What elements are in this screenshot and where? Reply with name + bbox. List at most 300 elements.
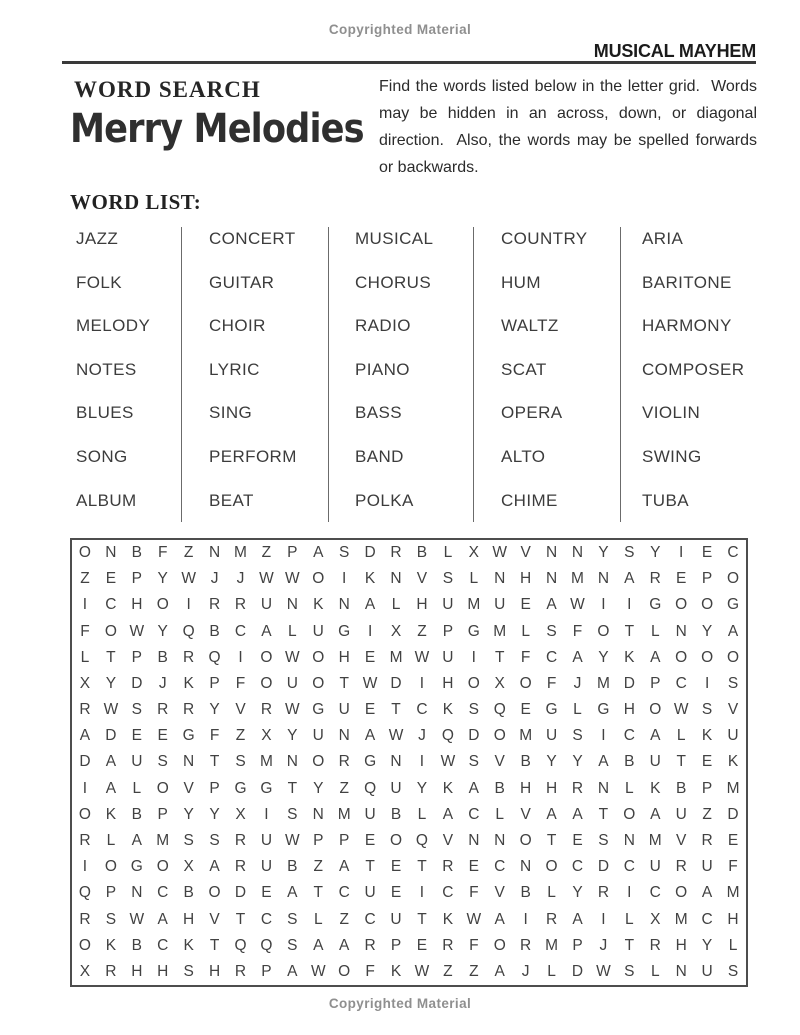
grid-letter-r13c26: F bbox=[728, 858, 738, 876]
grid-letter-r12c3: A bbox=[131, 832, 142, 850]
grid-letter-r8c24: L bbox=[676, 727, 686, 745]
grid-letter-r10c25: P bbox=[701, 779, 713, 797]
word-item: BARITONE bbox=[642, 272, 732, 292]
grid-letter-r3c18: E bbox=[520, 596, 531, 614]
grid-letter-r10c9: T bbox=[287, 779, 298, 797]
grid-letter-r1c16: X bbox=[468, 544, 479, 562]
grid-letter-r1c20: N bbox=[571, 544, 584, 562]
grid-letter-r5c13: M bbox=[389, 648, 403, 666]
grid-letter-r7c25: S bbox=[701, 701, 713, 719]
grid-letter-r16c19: M bbox=[545, 936, 559, 954]
grid-letter-r8c13: W bbox=[388, 727, 404, 745]
grid-letter-r16c2: K bbox=[105, 936, 117, 954]
grid-letter-r12c16: N bbox=[468, 832, 480, 850]
grid-letter-r6c7: F bbox=[235, 674, 246, 692]
grid-letter-r4c14: Z bbox=[417, 622, 427, 640]
grid-letter-r13c15: R bbox=[442, 858, 454, 876]
grid-letter-r11c18: V bbox=[520, 805, 531, 823]
grid-letter-r5c1: L bbox=[80, 648, 90, 666]
grid-letter-r17c4: H bbox=[157, 962, 169, 980]
grid-letter-r3c13: L bbox=[391, 596, 401, 614]
grid-letter-r10c5: V bbox=[183, 779, 194, 797]
grid-letter-r2c8: W bbox=[259, 570, 274, 588]
grid-letter-r6c9: U bbox=[286, 674, 298, 692]
grid-letter-r4c6: B bbox=[209, 622, 220, 640]
grid-letter-r1c24: I bbox=[679, 544, 684, 562]
word-item: GUITAR bbox=[209, 272, 275, 292]
grid-letter-r12c21: S bbox=[598, 832, 609, 850]
grid-letter-r6c17: X bbox=[494, 674, 505, 692]
grid-letter-r3c22: I bbox=[627, 596, 632, 614]
word-list-column-4 bbox=[474, 227, 621, 522]
grid-letter-r12c26: E bbox=[727, 832, 739, 850]
grid-letter-r3c8: U bbox=[260, 596, 273, 614]
grid-letter-r7c10: G bbox=[312, 701, 325, 719]
grid-letter-r15c16: W bbox=[466, 910, 482, 928]
grid-letter-r6c14: I bbox=[419, 674, 425, 692]
puzzle-title: Merry Melodies bbox=[70, 106, 364, 152]
grid-letter-r13c17: C bbox=[494, 858, 506, 876]
grid-letter-r17c15: Z bbox=[443, 962, 453, 980]
grid-letter-r5c7: I bbox=[238, 648, 243, 666]
grid-letter-r6c20: J bbox=[573, 674, 582, 692]
grid-letter-r17c8: P bbox=[261, 962, 272, 980]
grid-letter-r3c24: O bbox=[675, 596, 688, 614]
grid-letter-r11c11: M bbox=[337, 805, 351, 823]
grid-letter-r6c21: M bbox=[596, 674, 610, 692]
grid-letter-r14c8: E bbox=[261, 884, 272, 902]
grid-letter-r17c19: L bbox=[547, 962, 556, 980]
word-item: COMPOSER bbox=[642, 359, 745, 379]
grid-letter-r2c21: N bbox=[597, 570, 610, 588]
grid-letter-r16c16: F bbox=[469, 936, 479, 954]
grid-letter-r13c23: U bbox=[649, 858, 661, 876]
grid-letter-r5c8: O bbox=[260, 648, 273, 666]
grid-letter-r8c12: A bbox=[364, 727, 376, 745]
grid-letter-r1c12: D bbox=[364, 544, 376, 562]
grid-letter-r12c12: E bbox=[364, 832, 376, 850]
word-item: LYRIC bbox=[209, 359, 260, 379]
grid-letter-r5c19: C bbox=[545, 648, 558, 666]
grid-letter-r1c25: E bbox=[701, 544, 713, 562]
grid-letter-r7c14: C bbox=[416, 701, 428, 719]
grid-letter-r10c18: H bbox=[520, 779, 532, 797]
word-item: CHIME bbox=[501, 490, 558, 510]
grid-letter-r1c3: B bbox=[131, 544, 142, 562]
grid-letter-r5c14: W bbox=[414, 648, 430, 666]
grid-letter-r3c23: G bbox=[649, 596, 662, 614]
grid-letter-r10c24: B bbox=[676, 779, 687, 797]
copyright-notice-bottom: Copyrighted Material bbox=[328, 996, 472, 1011]
grid-letter-r14c15: C bbox=[442, 884, 454, 902]
grid-letter-r5c18: F bbox=[520, 648, 531, 666]
grid-letter-r12c2: L bbox=[106, 832, 116, 850]
grid-letter-r16c4: C bbox=[157, 936, 169, 954]
word-item: OPERA bbox=[501, 403, 563, 423]
grid-letter-r8c1: A bbox=[79, 727, 91, 745]
grid-letter-r9c12: G bbox=[364, 753, 377, 771]
grid-letter-r9c23: U bbox=[649, 753, 661, 771]
grid-letter-r5c6: Q bbox=[208, 648, 221, 666]
grid-letter-r14c4: C bbox=[157, 884, 169, 902]
puzzle-type-heading: WORD SEARCH bbox=[74, 77, 261, 102]
grid-letter-r7c20: L bbox=[573, 701, 582, 719]
grid-letter-r1c18: V bbox=[520, 544, 531, 562]
grid-letter-r1c9: P bbox=[287, 544, 298, 562]
grid-letter-r14c14: I bbox=[419, 884, 425, 902]
grid-letter-r3c7: R bbox=[234, 596, 247, 614]
grid-letter-r4c5: Q bbox=[182, 622, 195, 640]
grid-letter-r11c3: B bbox=[131, 805, 142, 823]
grid-letter-r14c12: U bbox=[364, 884, 376, 902]
grid-letter-r9c10: O bbox=[312, 753, 325, 771]
grid-letter-r8c11: N bbox=[338, 727, 350, 745]
grid-letter-r6c3: D bbox=[131, 674, 143, 692]
word-list-column-2 bbox=[182, 227, 329, 522]
word-item: PERFORM bbox=[209, 446, 297, 466]
grid-letter-r7c3: S bbox=[131, 701, 142, 719]
grid-letter-r7c23: O bbox=[649, 701, 662, 719]
grid-letter-r2c26: O bbox=[726, 570, 740, 588]
grid-letter-r16c18: R bbox=[520, 936, 532, 954]
grid-letter-r4c15: P bbox=[442, 622, 454, 640]
grid-letter-r15c20: A bbox=[572, 910, 583, 928]
grid-letter-r14c11: C bbox=[338, 884, 350, 902]
grid-letter-r15c10: L bbox=[313, 910, 323, 928]
grid-letter-r7c13: T bbox=[391, 701, 401, 719]
grid-letter-r1c15: L bbox=[443, 544, 453, 562]
grid-letter-r4c16: G bbox=[467, 622, 480, 640]
word-item: RADIO bbox=[355, 316, 411, 336]
grid-letter-r13c8: U bbox=[260, 858, 273, 876]
grid-letter-r15c14: T bbox=[417, 910, 427, 928]
grid-letter-r9c22: B bbox=[624, 753, 635, 771]
grid-letter-r16c8: Q bbox=[260, 936, 273, 954]
grid-letter-r7c19: G bbox=[545, 701, 558, 719]
grid-letter-r14c9: A bbox=[287, 884, 298, 902]
grid-letter-r4c22: T bbox=[624, 622, 635, 640]
grid-letter-r14c16: F bbox=[469, 884, 479, 902]
grid-letter-r16c5: K bbox=[183, 936, 194, 954]
grid-letter-r8c19: U bbox=[545, 727, 558, 745]
grid-letter-r8c15: Q bbox=[441, 727, 454, 745]
grid-letter-r6c25: I bbox=[704, 674, 710, 692]
grid-letter-r9c24: T bbox=[676, 753, 686, 771]
grid-letter-r15c11: Z bbox=[339, 910, 349, 928]
grid-letter-r12c23: M bbox=[648, 832, 662, 850]
word-item: POLKA bbox=[355, 490, 414, 510]
grid-letter-r10c11: Z bbox=[339, 779, 349, 797]
grid-letter-r15c8: C bbox=[260, 910, 273, 928]
grid-letter-r12c18: O bbox=[519, 832, 532, 850]
grid-letter-r4c7: C bbox=[234, 622, 247, 640]
grid-letter-r17c26: S bbox=[727, 962, 739, 980]
grid-letter-r12c25: R bbox=[701, 832, 713, 850]
grid-letter-r9c18: B bbox=[520, 753, 531, 771]
grid-letter-r6c1: X bbox=[79, 674, 91, 692]
grid-letter-r7c22: H bbox=[623, 701, 635, 719]
grid-letter-r14c25: A bbox=[701, 884, 713, 902]
grid-letter-r3c3: H bbox=[131, 596, 143, 614]
grid-letter-r15c15: K bbox=[442, 910, 454, 928]
grid-letter-r9c20: Y bbox=[572, 753, 583, 771]
word-item: BAND bbox=[355, 446, 404, 466]
grid-letter-r14c5: B bbox=[183, 884, 194, 902]
grid-letter-r13c7: R bbox=[234, 858, 247, 876]
grid-letter-r8c10: U bbox=[312, 727, 324, 745]
grid-letter-r12c6: S bbox=[209, 832, 220, 850]
grid-letter-r7c12: E bbox=[364, 701, 376, 719]
grid-letter-r16c14: E bbox=[416, 936, 428, 954]
grid-letter-r16c21: J bbox=[599, 936, 608, 954]
grid-letter-r9c1: D bbox=[79, 753, 91, 771]
grid-letter-r3c11: N bbox=[338, 596, 350, 614]
grid-letter-r13c2: O bbox=[104, 858, 117, 876]
grid-letter-r6c13: D bbox=[390, 674, 402, 692]
grid-letter-r12c5: S bbox=[183, 832, 194, 850]
grid-letter-r7c24: W bbox=[673, 701, 689, 719]
grid-letter-r17c20: D bbox=[571, 962, 584, 980]
grid-letter-r15c2: S bbox=[105, 910, 117, 928]
grid-letter-r5c4: B bbox=[157, 648, 168, 666]
grid-letter-r15c7: T bbox=[235, 910, 246, 928]
grid-letter-r9c15: W bbox=[440, 753, 456, 771]
word-item: CONCERT bbox=[209, 229, 296, 248]
grid-letter-r1c1: O bbox=[78, 544, 91, 562]
grid-letter-r11c2: K bbox=[105, 805, 117, 823]
grid-letter-r16c6: T bbox=[209, 936, 220, 954]
grid-letter-r10c13: U bbox=[390, 779, 402, 797]
grid-letter-r16c17: O bbox=[493, 936, 506, 954]
word-item: TUBA bbox=[642, 490, 689, 510]
grid-letter-r10c21: N bbox=[597, 779, 610, 797]
word-item: SING bbox=[209, 403, 253, 423]
word-item: FOLK bbox=[76, 272, 123, 292]
grid-letter-r14c21: R bbox=[597, 884, 610, 902]
grid-letter-r4c25: Y bbox=[701, 622, 713, 640]
grid-letter-r10c26: M bbox=[726, 779, 740, 797]
grid-letter-r15c12: C bbox=[364, 910, 376, 928]
grid-letter-r2c1: Z bbox=[80, 570, 90, 588]
word-item: JAZZ bbox=[76, 229, 119, 248]
word-list-column-5 bbox=[621, 227, 758, 522]
grid-letter-r4c19: S bbox=[546, 622, 557, 640]
grid-letter-r5c17: T bbox=[494, 648, 505, 666]
grid-letter-r2c19: N bbox=[545, 570, 558, 588]
grid-letter-r6c18: O bbox=[519, 674, 532, 692]
grid-letter-r10c19: H bbox=[545, 779, 558, 797]
grid-letter-r6c24: C bbox=[675, 674, 687, 692]
grid-letter-r8c16: D bbox=[468, 727, 480, 745]
word-list-heading: WORD LIST: bbox=[70, 190, 202, 214]
grid-letter-r3c9: N bbox=[286, 596, 298, 614]
word-item: BEAT bbox=[209, 490, 254, 510]
grid-letter-r2c3: P bbox=[131, 570, 142, 588]
grid-letter-r1c23: Y bbox=[650, 544, 661, 562]
grid-letter-r5c10: O bbox=[312, 648, 325, 666]
grid-letter-r3c20: W bbox=[570, 596, 585, 614]
grid-letter-r12c20: E bbox=[572, 832, 583, 850]
grid-letter-r3c12: A bbox=[364, 596, 376, 614]
grid-letter-r10c16: A bbox=[468, 779, 479, 797]
grid-letter-r8c17: O bbox=[493, 727, 506, 745]
grid-letter-r4c10: U bbox=[312, 622, 324, 640]
grid-letter-r7c18: E bbox=[520, 701, 531, 719]
grid-letter-r8c21: I bbox=[601, 727, 606, 745]
grid-letter-r9c19: Y bbox=[546, 753, 557, 771]
grid-letter-r17c3: H bbox=[131, 962, 143, 980]
grid-letter-r3c10: K bbox=[313, 596, 324, 614]
grid-letter-r5c24: O bbox=[675, 648, 688, 666]
grid-letter-r7c4: R bbox=[157, 701, 169, 719]
grid-letter-r9c2: A bbox=[105, 753, 117, 771]
word-item: HARMONY bbox=[642, 316, 732, 336]
grid-letter-r17c5: S bbox=[183, 962, 194, 980]
grid-letter-r1c19: N bbox=[545, 544, 558, 562]
grid-letter-r10c1: I bbox=[82, 779, 88, 797]
grid-letter-r12c11: P bbox=[339, 832, 350, 850]
grid-letter-r1c13: R bbox=[390, 544, 402, 562]
grid-letter-r12c24: V bbox=[676, 832, 687, 850]
grid-letter-r17c18: J bbox=[521, 962, 530, 980]
word-list-column-3 bbox=[329, 227, 474, 522]
grid-letter-r12c19: T bbox=[546, 832, 557, 850]
grid-letter-r9c21: A bbox=[598, 753, 609, 771]
grid-letter-r6c23: P bbox=[650, 674, 661, 692]
grid-letter-r10c3: L bbox=[132, 779, 142, 797]
grid-letter-r15c26: H bbox=[727, 910, 739, 928]
grid-letter-r8c4: E bbox=[157, 727, 168, 745]
grid-letter-r1c4: F bbox=[157, 544, 168, 562]
grid-letter-r9c17: V bbox=[494, 753, 505, 771]
grid-letter-r12c14: Q bbox=[415, 832, 428, 850]
grid-letter-r7c7: V bbox=[235, 701, 246, 719]
word-item: BASS bbox=[355, 403, 402, 423]
grid-letter-r14c2: P bbox=[105, 884, 117, 902]
grid-letter-r3c26: G bbox=[726, 596, 740, 614]
grid-letter-r12c7: R bbox=[234, 832, 247, 850]
grid-letter-r13c9: B bbox=[287, 858, 298, 876]
grid-letter-r2c23: R bbox=[649, 570, 661, 588]
letter-grid bbox=[70, 538, 748, 987]
grid-letter-r4c3: W bbox=[129, 622, 145, 640]
grid-letter-r7c16: S bbox=[468, 701, 479, 719]
grid-letter-r8c8: X bbox=[261, 727, 272, 745]
grid-letter-r3c15: U bbox=[442, 596, 454, 614]
grid-letter-r2c6: J bbox=[210, 570, 219, 588]
word-item: PIANO bbox=[355, 359, 410, 379]
grid-letter-r17c16: Z bbox=[469, 962, 479, 980]
grid-letter-r16c15: R bbox=[442, 936, 454, 954]
grid-letter-r7c26: V bbox=[727, 701, 739, 719]
grid-letter-r1c8: Z bbox=[261, 544, 272, 562]
grid-letter-r11c15: A bbox=[442, 805, 454, 823]
word-list bbox=[70, 227, 758, 522]
grid-letter-r1c22: S bbox=[624, 544, 635, 562]
grid-letter-r4c4: Y bbox=[157, 622, 168, 640]
grid-letter-r11c23: A bbox=[650, 805, 661, 823]
grid-letter-r13c24: R bbox=[675, 858, 687, 876]
grid-letter-r13c19: O bbox=[545, 858, 558, 876]
grid-letter-r15c3: W bbox=[129, 910, 145, 928]
grid-letter-r11c9: S bbox=[287, 805, 298, 823]
grid-letter-r13c3: G bbox=[130, 858, 143, 876]
grid-letter-r6c26: S bbox=[727, 674, 739, 692]
grid-letter-r13c4: O bbox=[156, 858, 169, 876]
grid-letter-r3c17: U bbox=[494, 596, 506, 614]
grid-letter-r4c17: M bbox=[493, 622, 507, 640]
grid-letter-r12c8: U bbox=[260, 832, 273, 850]
grid-letter-r17c9: A bbox=[287, 962, 298, 980]
copyright-notice-top: Copyrighted Material bbox=[328, 22, 472, 37]
grid-letter-r14c1: Q bbox=[78, 884, 91, 902]
grid-letter-r8c5: G bbox=[182, 727, 195, 745]
grid-letter-r3c4: O bbox=[156, 596, 169, 614]
grid-letter-r13c1: I bbox=[82, 858, 88, 876]
grid-letter-r17c17: A bbox=[494, 962, 505, 980]
grid-letter-r13c18: N bbox=[520, 858, 532, 876]
grid-letter-r4c9: L bbox=[288, 622, 297, 640]
grid-letter-r6c6: P bbox=[209, 674, 220, 692]
grid-letter-r14c6: O bbox=[208, 884, 221, 902]
grid-letter-r16c23: R bbox=[649, 936, 661, 954]
grid-letter-r17c23: L bbox=[650, 962, 660, 980]
grid-letter-r12c9: W bbox=[285, 832, 300, 850]
grid-letter-r9c3: U bbox=[131, 753, 143, 771]
grid-letter-r17c1: X bbox=[79, 962, 91, 980]
grid-letter-r8c20: S bbox=[572, 727, 583, 745]
grid-letter-r2c15: S bbox=[442, 570, 454, 588]
grid-letter-r5c2: T bbox=[106, 648, 116, 666]
grid-letter-r4c1: F bbox=[80, 622, 90, 640]
grid-letter-r5c5: R bbox=[183, 648, 195, 666]
grid-letter-r1c26: C bbox=[727, 544, 739, 562]
grid-letter-r8c18: M bbox=[519, 727, 533, 745]
grid-letter-r7c15: K bbox=[442, 701, 454, 719]
grid-letter-r6c16: O bbox=[467, 674, 480, 692]
grid-letter-r16c7: Q bbox=[234, 936, 247, 954]
grid-letter-r6c19: F bbox=[546, 674, 557, 692]
grid-letter-r2c5: W bbox=[181, 570, 196, 588]
grid-letter-r9c14: I bbox=[419, 753, 425, 771]
grid-letter-r6c22: D bbox=[623, 674, 635, 692]
grid-letter-r13c12: T bbox=[365, 858, 375, 876]
grid-letter-r12c15: V bbox=[442, 832, 454, 850]
word-item: MELODY bbox=[76, 316, 151, 336]
grid-letter-r8c9: Y bbox=[287, 727, 298, 745]
grid-letter-r11c21: T bbox=[598, 805, 609, 823]
grid-letter-r9c11: R bbox=[338, 753, 350, 771]
grid-letter-r3c16: M bbox=[467, 596, 481, 614]
grid-letter-r1c11: S bbox=[339, 544, 350, 562]
grid-letter-r5c20: A bbox=[572, 648, 583, 666]
grid-letter-r2c17: N bbox=[494, 570, 506, 588]
grid-letter-r10c14: Y bbox=[416, 779, 428, 797]
word-item: ALBUM bbox=[76, 490, 137, 510]
grid-letter-r4c11: G bbox=[338, 622, 351, 640]
grid-letter-r2c7: J bbox=[236, 570, 245, 588]
grid-letter-r6c2: Y bbox=[105, 674, 117, 692]
grid-letter-r14c19: L bbox=[547, 884, 556, 902]
grid-letter-r12c13: O bbox=[389, 832, 403, 850]
grid-letter-r11c13: B bbox=[390, 805, 402, 823]
grid-letter-r2c14: V bbox=[416, 570, 428, 588]
grid-letter-r2c11: I bbox=[342, 570, 347, 588]
grid-letter-r16c3: B bbox=[131, 936, 142, 954]
grid-letter-r5c12: E bbox=[364, 648, 376, 666]
grid-letter-r11c10: N bbox=[312, 805, 324, 823]
grid-letter-r14c24: O bbox=[675, 884, 688, 902]
